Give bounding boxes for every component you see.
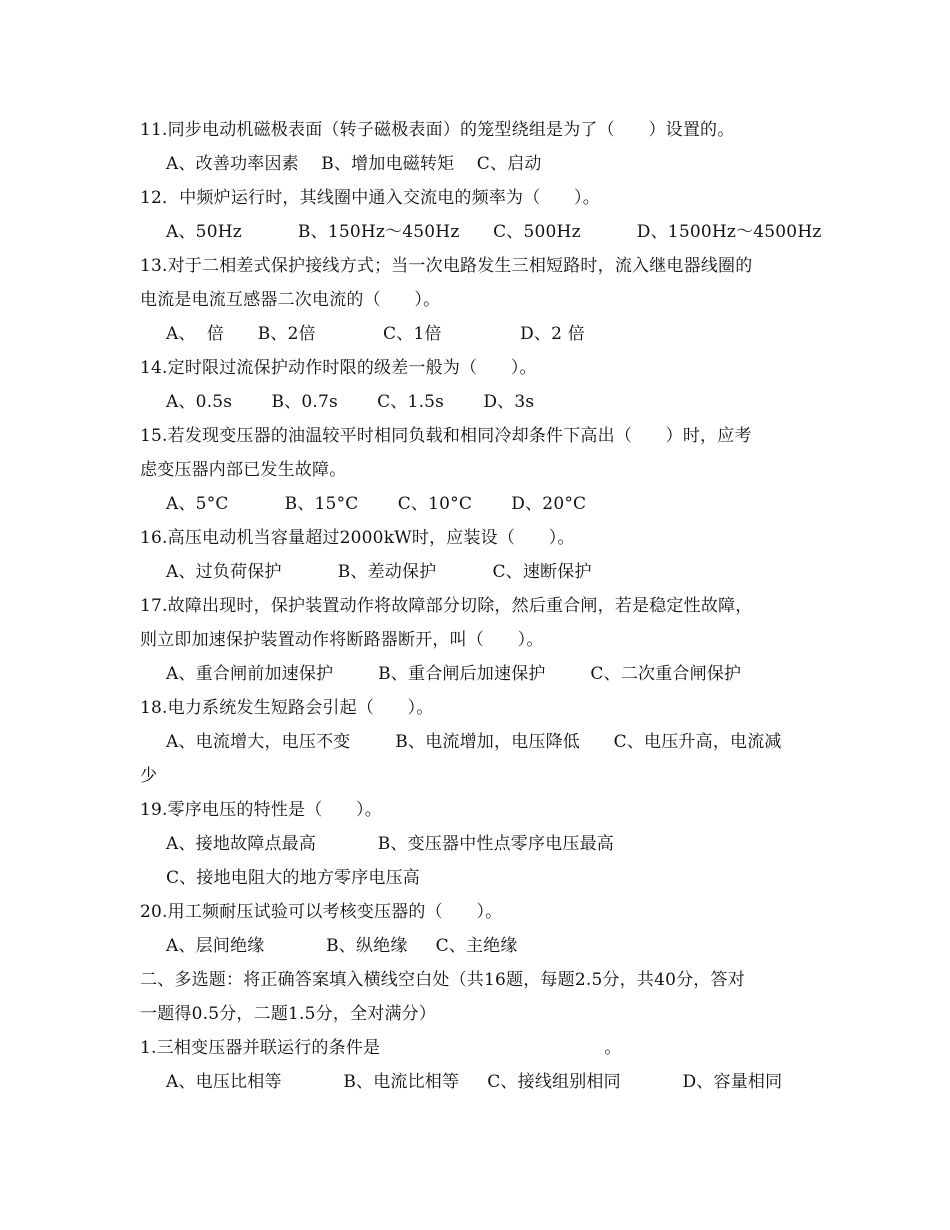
question-18-options-wrap: 少 — [140, 766, 158, 786]
question-19-options-1: A、接地故障点最高 B、变压器中性点零序电压最高 — [166, 834, 615, 854]
question-20: 20.用工频耐压试验可以考核变压器的（ ）。 — [140, 902, 503, 922]
question-15-line-1: 15.若发现变压器的油温较平时相同负载和相同冷却条件下高出（ ）时，应考 — [140, 426, 752, 446]
question-17-line-1: 17.故障出现时，保护装置动作将故障部分切除，然后重合闸，若是稳定性故障， — [140, 596, 753, 616]
question-15-options: A、5°C B、15°C C、10°C D、20°C — [166, 494, 587, 514]
question-12-options: A、50Hz B、150Hz～450Hz C、500Hz D、1500Hz～4500Hz — [166, 222, 822, 242]
question-17-line-2: 则立即加速保护装置动作将断路器断开，叫（ ）。 — [140, 630, 544, 650]
question-15-line-2: 虑变压器内部已发生故障。 — [140, 460, 347, 480]
question-11: 11.同步电动机磁极表面（转子磁极表面）的笼型绕组是为了（ ）设置的。 — [140, 120, 735, 140]
section-2-heading-line-2: 一题得0.5分，二题1.5分，全对满分） — [140, 1004, 437, 1024]
question-18: 18.电力系统发生短路会引起（ ）。 — [140, 698, 434, 718]
question-13-line-2: 电流是电流互感器二次电流的（ ）。 — [140, 290, 441, 310]
multi-question-1: 1.三相变压器并联运行的条件是 。 — [140, 1038, 622, 1058]
question-14-options: A、0.5s B、0.7s C、1.5s D、3s — [166, 392, 535, 412]
question-18-options: A、电流增大，电压不变 B、电流增加，电压降低 C、电压升高，电流减 — [166, 732, 782, 752]
question-13-line-1: 13.对于二相差式保护接线方式；当一次电路发生三相短路时，流入继电器线圈的 — [140, 256, 753, 276]
question-12: 12．中频炉运行时，其线圈中通入交流电的频率为（ ）。 — [140, 188, 600, 208]
question-11-options: A、改善功率因素 B、增加电磁转矩 C、启动 — [166, 154, 542, 174]
question-17-options: A、重合闸前加速保护 B、重合闸后加速保护 C、二次重合闸保护 — [166, 664, 742, 684]
question-16: 16.高压电动机当容量超过2000kW时，应装设（ ）。 — [140, 528, 575, 548]
question-20-options: A、层间绝缘 B、纵绝缘 C、主绝缘 — [166, 936, 518, 956]
question-14: 14.定时限过流保护动作时限的级差一般为（ ）。 — [140, 358, 537, 378]
question-19: 19.零序电压的特性是（ ）。 — [140, 800, 382, 820]
section-2-heading-line-1: 二、多选题：将正确答案填入横线空白处（共16题，每题2.5分，共40分，答对 — [140, 970, 745, 990]
multi-question-1-options: A、电压比相等 B、电流比相等 C、接线组别相同 D、容量相同 — [166, 1072, 783, 1092]
question-19-options-2: C、接地电阻大的地方零序电压高 — [166, 868, 421, 888]
question-16-options: A、过负荷保护 B、差动保护 C、速断保护 — [166, 562, 592, 582]
question-13-options: A、 倍 B、2倍 C、1倍 D、2 倍 — [166, 324, 585, 344]
